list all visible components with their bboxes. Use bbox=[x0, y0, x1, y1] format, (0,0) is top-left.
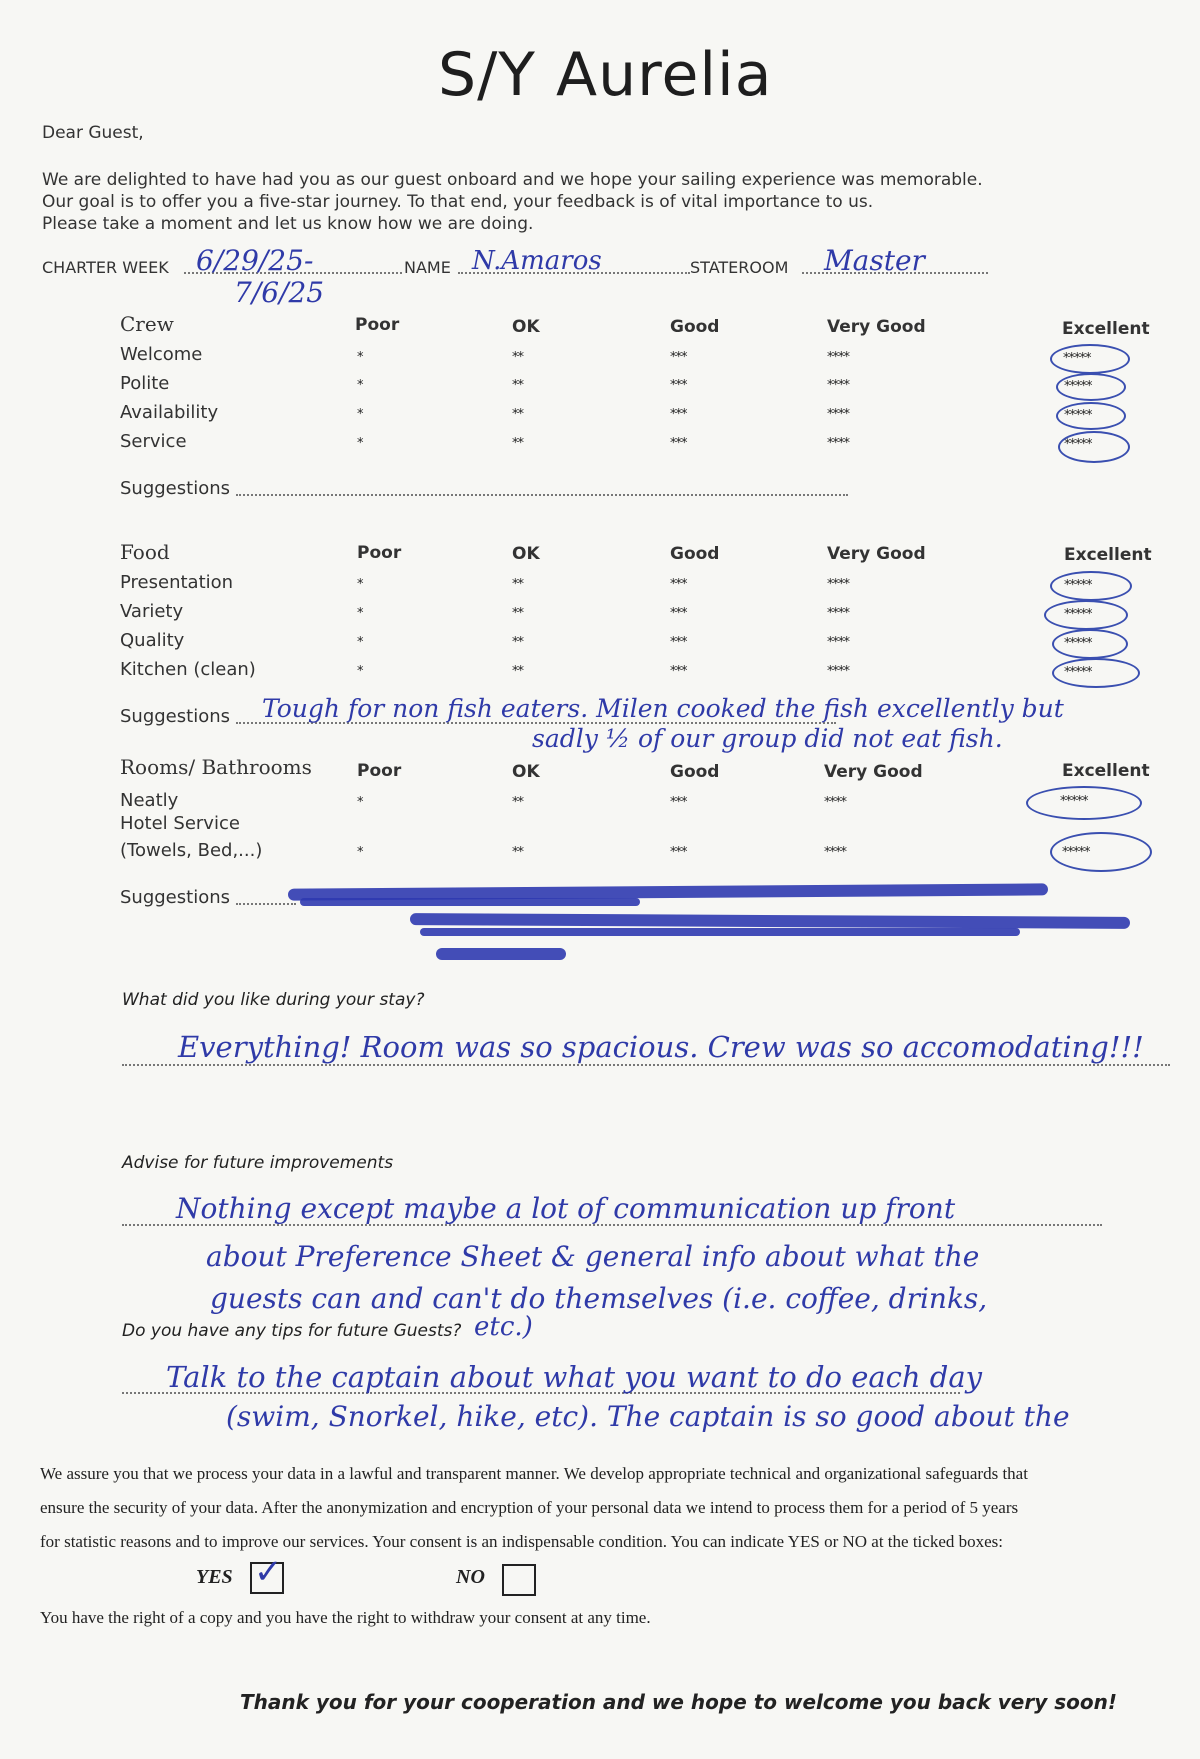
thank-you-message: Thank you for your cooperation and we hope to welcome you back very soon! bbox=[240, 1690, 1117, 1714]
food-variety-circle bbox=[1044, 600, 1128, 630]
rooms-row-hotel-service: Hotel Service bbox=[120, 813, 240, 834]
advise-answer-line-1[interactable]: Nothing except maybe a lot of communication up front bbox=[176, 1192, 956, 1225]
food-kitchen-3star[interactable]: *** bbox=[670, 664, 687, 679]
food-kitchen-4star[interactable]: **** bbox=[827, 664, 849, 679]
food-presentation-4star[interactable]: **** bbox=[827, 577, 849, 592]
rooms-suggestions-line bbox=[236, 903, 296, 905]
crew-availability-4star[interactable]: **** bbox=[827, 407, 849, 422]
food-row-quality: Quality bbox=[120, 630, 185, 651]
rooms-col-poor: Poor bbox=[357, 761, 402, 781]
liked-question: What did you like during your stay? bbox=[122, 990, 425, 1010]
crew-service-5star[interactable]: ***** bbox=[1064, 437, 1092, 452]
tips-question: Do you have any tips for future Guests? bbox=[122, 1321, 462, 1341]
crew-service-circle bbox=[1058, 431, 1130, 463]
crew-polite-1star[interactable]: * bbox=[357, 378, 363, 393]
food-kitchen-1star[interactable]: * bbox=[357, 664, 363, 679]
crew-welcome-circle bbox=[1050, 344, 1130, 374]
rooms-col-excellent: Excellent bbox=[1062, 761, 1150, 781]
crew-polite-2star[interactable]: ** bbox=[512, 378, 523, 393]
food-kitchen-5star[interactable]: ***** bbox=[1064, 665, 1092, 680]
rooms-hotel-1star[interactable]: * bbox=[357, 845, 363, 860]
rooms-col-very-good: Very Good bbox=[824, 762, 923, 782]
crew-service-1star[interactable]: * bbox=[357, 436, 363, 451]
rooms-col-ok: OK bbox=[512, 762, 540, 782]
crew-polite-circle bbox=[1056, 373, 1126, 401]
rooms-neatly-3star[interactable]: *** bbox=[670, 795, 687, 810]
charter-week-value[interactable]: 6/29/25- bbox=[196, 244, 314, 277]
rooms-hotel-5star[interactable]: ***** bbox=[1062, 845, 1090, 860]
food-suggestions-label: Suggestions bbox=[120, 706, 230, 727]
tips-answer-line-1[interactable]: Talk to the captain about what you want to do each day bbox=[166, 1360, 983, 1394]
crew-col-ok: OK bbox=[512, 317, 540, 337]
privacy-line-3: for statistic reasons and to improve our services. Your consent is an indispensable condition. You can indicate YES or NO at the ticked boxes: bbox=[40, 1532, 1003, 1551]
food-section-title: Food bbox=[120, 540, 170, 564]
crew-polite-5star[interactable]: ***** bbox=[1064, 379, 1092, 394]
food-col-very-good: Very Good bbox=[827, 544, 926, 564]
food-suggestion-line-2[interactable]: sadly ½ of our group did not eat fish. bbox=[532, 724, 1003, 753]
crew-row-availability: Availability bbox=[120, 402, 219, 423]
food-variety-1star[interactable]: * bbox=[357, 606, 363, 621]
intro-line-3: Please take a moment and let us know how we are doing. bbox=[42, 214, 534, 234]
crew-col-very-good: Very Good bbox=[827, 317, 926, 337]
crew-col-excellent: Excellent bbox=[1062, 319, 1150, 339]
crew-section-title: Crew bbox=[120, 312, 174, 336]
yes-label: YES bbox=[196, 1566, 233, 1588]
charter-week-value-2[interactable]: 7/6/25 bbox=[234, 276, 325, 309]
crew-availability-1star[interactable]: * bbox=[357, 407, 363, 422]
food-row-variety: Variety bbox=[120, 601, 184, 622]
rooms-suggestions-label: Suggestions bbox=[120, 887, 230, 908]
food-variety-5star[interactable]: ***** bbox=[1064, 607, 1092, 622]
food-quality-1star[interactable]: * bbox=[357, 635, 363, 650]
name-label: NAME bbox=[404, 258, 451, 277]
advise-answer-line-2[interactable]: about Preference Sheet & general info about what the bbox=[206, 1240, 980, 1273]
tips-answer-line-2[interactable]: (swim, Snorkel, hike, etc). The captain is so good about the bbox=[226, 1400, 1070, 1433]
rooms-hotel-2star[interactable]: ** bbox=[512, 845, 523, 860]
liked-answer[interactable]: Everything! Room was so spacious. Crew was so accomodating!!! bbox=[178, 1030, 1144, 1064]
food-variety-4star[interactable]: **** bbox=[827, 606, 849, 621]
scribble-mark-5 bbox=[436, 948, 566, 960]
crew-polite-4star[interactable]: **** bbox=[827, 378, 849, 393]
crew-service-3star[interactable]: *** bbox=[670, 436, 687, 451]
food-presentation-5star[interactable]: ***** bbox=[1064, 578, 1092, 593]
crew-suggestions-label: Suggestions bbox=[120, 478, 230, 499]
rooms-neatly-circle bbox=[1026, 786, 1142, 820]
food-variety-3star[interactable]: *** bbox=[670, 606, 687, 621]
form-title: S/Y Aurelia bbox=[438, 40, 773, 110]
food-quality-circle bbox=[1052, 629, 1128, 659]
food-kitchen-circle bbox=[1052, 658, 1140, 688]
stateroom-label: STATEROOM bbox=[690, 258, 789, 277]
food-quality-3star[interactable]: *** bbox=[670, 635, 687, 650]
crew-row-welcome: Welcome bbox=[120, 344, 203, 365]
crew-suggestions-line[interactable] bbox=[236, 494, 848, 496]
crew-welcome-2star[interactable]: ** bbox=[512, 350, 523, 365]
privacy-line-1: We assure you that we process your data in a lawful and transparent manner. We develop appropriate technical and organizational safeguards that bbox=[40, 1464, 1028, 1483]
food-presentation-1star[interactable]: * bbox=[357, 577, 363, 592]
rooms-hotel-3star[interactable]: *** bbox=[670, 845, 687, 860]
food-presentation-circle bbox=[1050, 571, 1132, 601]
rooms-neatly-1star[interactable]: * bbox=[357, 795, 363, 810]
crew-welcome-3star[interactable]: *** bbox=[670, 350, 687, 365]
rooms-col-good: Good bbox=[670, 762, 720, 782]
greeting: Dear Guest, bbox=[42, 123, 144, 143]
privacy-line-2: ensure the security of your data. After the anonymization and encryption of your personal data we intend to process them for a period of 5 years bbox=[40, 1498, 1019, 1517]
rooms-row-neatly: Neatly bbox=[120, 790, 179, 811]
rooms-neatly-5star[interactable]: ***** bbox=[1060, 794, 1088, 809]
no-checkbox[interactable] bbox=[502, 1564, 536, 1596]
rooms-hotel-circle bbox=[1050, 832, 1152, 872]
food-row-presentation: Presentation bbox=[120, 572, 234, 593]
food-suggestion-line-1[interactable]: Tough for non fish eaters. Milen cooked the fish excellently but bbox=[262, 694, 1064, 723]
crew-service-2star[interactable]: ** bbox=[512, 436, 523, 451]
food-quality-2star[interactable]: ** bbox=[512, 635, 523, 650]
intro-line-2: Our goal is to offer you a five-star journey. To that end, your feedback is of vital importance to us. bbox=[42, 192, 874, 212]
crew-welcome-1star[interactable]: * bbox=[357, 350, 363, 365]
food-kitchen-2star[interactable]: ** bbox=[512, 664, 523, 679]
food-col-excellent: Excellent bbox=[1064, 545, 1152, 565]
food-presentation-3star[interactable]: *** bbox=[670, 577, 687, 592]
crew-col-poor: Poor bbox=[355, 315, 400, 335]
rooms-row-towels-bed: (Towels, Bed,...) bbox=[120, 840, 263, 861]
advise-answer-line-3[interactable]: guests can and can't do themselves (i.e. coffee, drinks, bbox=[210, 1282, 988, 1315]
rooms-section-title: Rooms/ Bathrooms bbox=[120, 755, 312, 779]
food-col-good: Good bbox=[670, 544, 720, 564]
crew-polite-3star[interactable]: *** bbox=[670, 378, 687, 393]
rooms-neatly-2star[interactable]: ** bbox=[512, 795, 523, 810]
no-label: NO bbox=[456, 1566, 485, 1588]
charter-week-label: CHARTER WEEK bbox=[42, 258, 169, 277]
advise-question: Advise for future improvements bbox=[122, 1153, 394, 1173]
intro-line-1: We are delighted to have had you as our guest onboard and we hope your sailing experience was memorable. bbox=[42, 170, 983, 190]
crew-availability-3star[interactable]: *** bbox=[670, 407, 687, 422]
yes-checkmark: ✓ bbox=[254, 1552, 283, 1592]
scribble-mark-3 bbox=[410, 913, 1130, 929]
crew-availability-5star[interactable]: ***** bbox=[1064, 408, 1092, 423]
name-value[interactable]: N.Amaros bbox=[472, 246, 602, 276]
food-col-ok: OK bbox=[512, 544, 540, 564]
crew-availability-circle bbox=[1056, 402, 1126, 430]
food-variety-2star[interactable]: ** bbox=[512, 606, 523, 621]
crew-col-good: Good bbox=[670, 317, 720, 337]
crew-availability-2star[interactable]: ** bbox=[512, 407, 523, 422]
food-presentation-2star[interactable]: ** bbox=[512, 577, 523, 592]
crew-row-service: Service bbox=[120, 431, 187, 452]
stateroom-value[interactable]: Master bbox=[824, 244, 925, 277]
rooms-neatly-4star[interactable]: **** bbox=[824, 795, 846, 810]
crew-service-4star[interactable]: **** bbox=[827, 436, 849, 451]
crew-welcome-4star[interactable]: **** bbox=[827, 350, 849, 365]
food-row-kitchen: Kitchen (clean) bbox=[120, 659, 256, 680]
scribble-mark-4 bbox=[420, 928, 1020, 936]
food-col-poor: Poor bbox=[357, 543, 402, 563]
crew-row-polite: Polite bbox=[120, 373, 170, 394]
rooms-hotel-4star[interactable]: **** bbox=[824, 845, 846, 860]
rights-text: You have the right of a copy and you have the right to withdraw your consent at any time. bbox=[40, 1608, 651, 1627]
scribble-mark-2 bbox=[300, 898, 640, 906]
liked-answer-line bbox=[122, 1064, 1170, 1066]
food-quality-5star[interactable]: ***** bbox=[1064, 636, 1092, 651]
crew-welcome-5star[interactable]: ***** bbox=[1063, 351, 1091, 366]
food-quality-4star[interactable]: **** bbox=[827, 635, 849, 650]
advise-answer-line-4[interactable]: etc.) bbox=[474, 1312, 533, 1342]
